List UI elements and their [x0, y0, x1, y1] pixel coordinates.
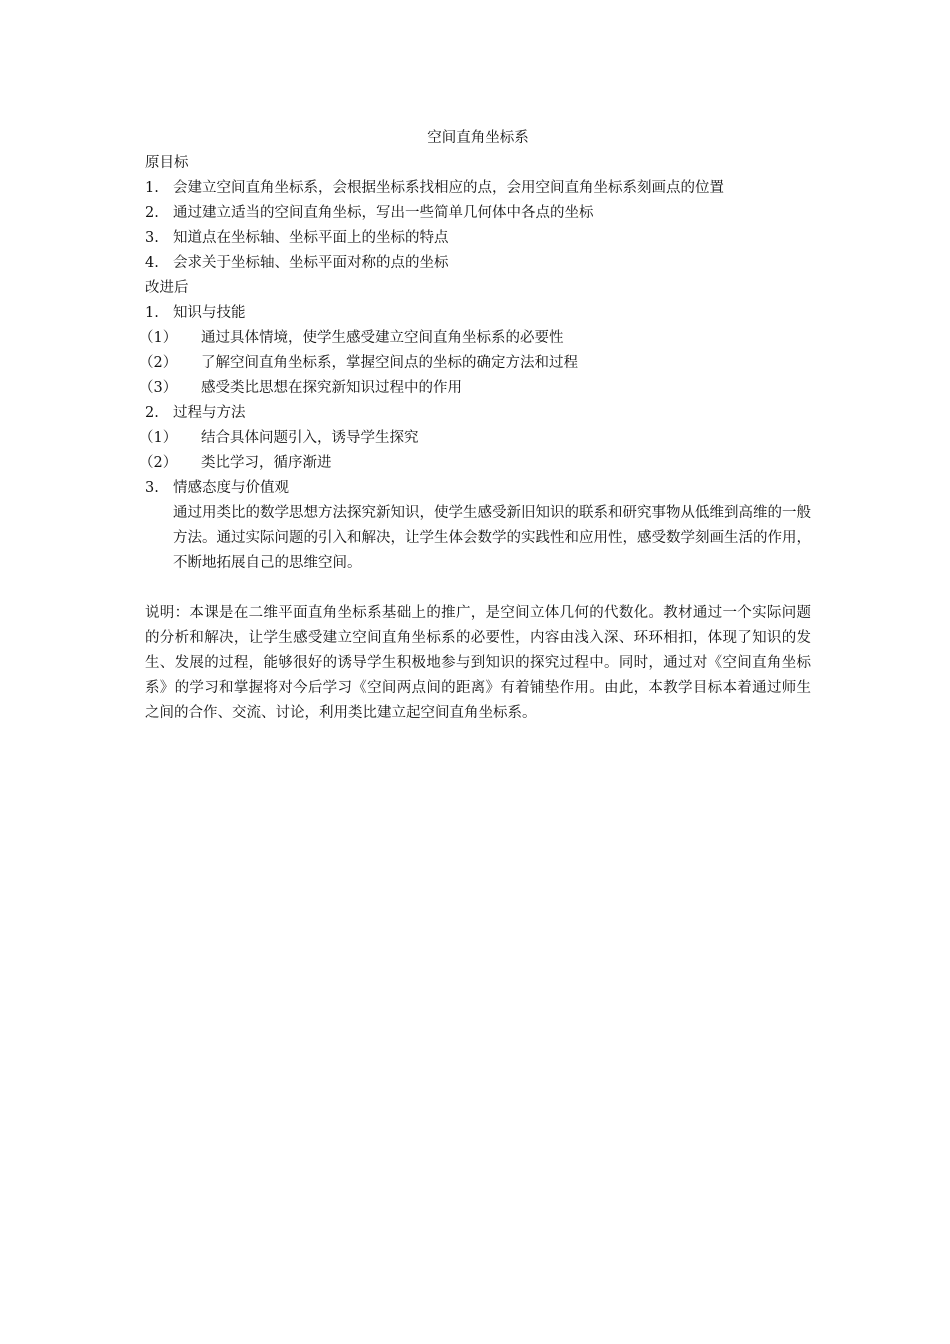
- document-body: [139, 126, 811, 726]
- sub-list-text: 结合具体问题引入，诱导学生探究: [201, 430, 419, 446]
- list-marker: 2.: [145, 405, 159, 421]
- list-text: 会建立空间直角坐标系，会根据坐标系找相应的点，会用空间直角坐标系刻画点的位置: [173, 180, 724, 196]
- document-title: 空间直角坐标系: [427, 130, 529, 146]
- improved-heading: 改进后: [145, 280, 189, 296]
- improved-section-knowledge: [145, 301, 811, 326]
- sub-list-marker: （3）: [139, 380, 178, 396]
- sub-list-marker: （2）: [139, 455, 178, 471]
- sub-list-text: 通过具体情境，使学生感受建立空间直角坐标系的必要性: [201, 330, 564, 346]
- list-marker: 2.: [145, 205, 159, 221]
- sub-list-marker: （1）: [139, 430, 178, 446]
- sub-list-text: 感受类比思想在探究新知识过程中的作用: [201, 380, 462, 396]
- original-item: [145, 201, 811, 226]
- original-item: [145, 226, 811, 251]
- list-text: 知道点在坐标轴、坐标平面上的坐标的特点: [173, 230, 449, 246]
- section-title: 情感态度与价值观: [173, 480, 289, 496]
- sub-list-marker: （1）: [139, 330, 178, 346]
- list-text: 会求关于坐标轴、坐标平面对称的点的坐标: [173, 255, 449, 271]
- sub-list-item: [139, 326, 811, 351]
- list-marker: 3.: [145, 480, 159, 496]
- original-heading: 原目标: [145, 155, 189, 171]
- original-item: [145, 251, 811, 276]
- sub-list-text: 了解空间直角坐标系，掌握空间点的坐标的确定方法和过程: [201, 355, 578, 371]
- sub-list-item: [139, 451, 811, 476]
- sub-list-item: [139, 426, 811, 451]
- section-title: 知识与技能: [173, 305, 246, 321]
- explanation-note: 说明：本课是在二维平面直角坐标系基础上的推广，是空间立体几何的代数化。教材通过一个实际问题的分析和解决，让学生感受建立空间直角坐标系的必要性，内容由浅入深、环环相扣，体现了知识的发生、发展的过程，能够很好的诱导学生积极地参与到知识的探究过程中。同时，通过对《空间直角坐标系》的学习和掌握将对今后学习《空间两点间的距离》有着铺垫作用。由此，本教学目标本着通过师生之间的合作、交流、讨论，利用类比建立起空间直角坐标系。: [145, 605, 811, 721]
- list-marker: 1.: [145, 180, 159, 196]
- sub-list-marker: （2）: [139, 355, 178, 371]
- improved-section-process: [145, 401, 811, 426]
- sub-list-item: [139, 351, 811, 376]
- sub-list-item: [139, 376, 811, 401]
- section-title: 过程与方法: [173, 405, 246, 421]
- list-marker: 3.: [145, 230, 159, 246]
- improved-section-attitude: [145, 476, 811, 501]
- blank-line: [145, 576, 811, 601]
- list-marker: 4.: [145, 255, 159, 271]
- list-text: 通过建立适当的空间直角坐标，写出一些简单几何体中各点的坐标: [173, 205, 594, 221]
- original-item: [145, 176, 811, 201]
- sub-list-text: 类比学习，循序渐进: [201, 455, 332, 471]
- attitude-paragraph: 通过用类比的数学思想方法探究新知识，使学生感受新旧知识的联系和研究事物从低维到高维的一般方法。通过实际问题的引入和解决，让学生体会数学的实践性和应用性，感受数学刻画生活的作用，不断地拓展自己的思维空间。: [173, 505, 811, 571]
- list-marker: 1.: [145, 305, 159, 321]
